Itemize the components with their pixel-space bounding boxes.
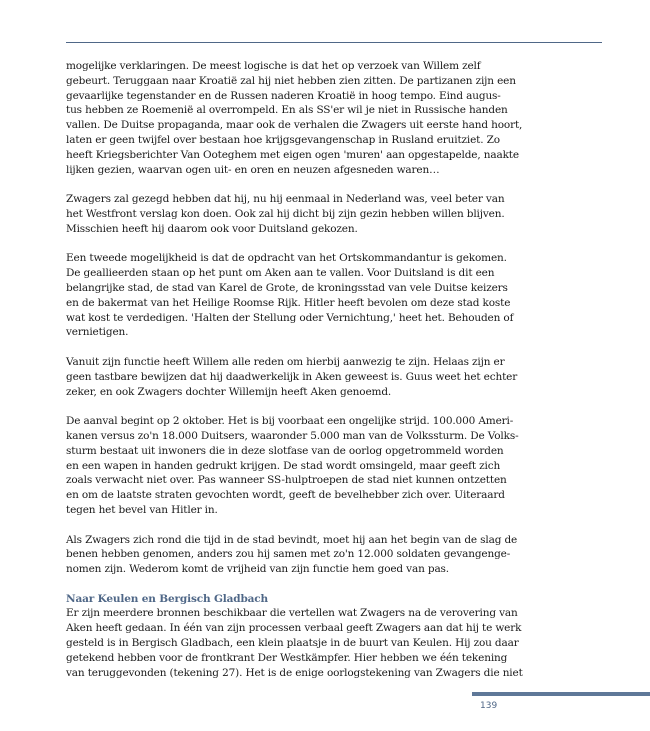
paragraph-1 <box>66 59 523 177</box>
paragraph-4 <box>66 355 518 399</box>
text-line: vernietigen. <box>66 326 129 339</box>
section-heading: Naar Keulen en Bergisch Gladbach <box>66 592 269 605</box>
text-line: gevaarlijke tegenstander en de Russen naderen Kroatië in hoog tempo. Eind augus- <box>66 89 501 102</box>
text-line: Een tweede mogelijkheid is dat de opdracht van het Ortskommandantur is gekomen. <box>66 252 507 265</box>
text-line: en een wapen in handen gedrukt krijgen. De stad wordt omsingeld, maar geeft zich <box>66 459 501 472</box>
text-line: laten er geen twijfel over bestaan hoe krijgsgevangenschap in Rusland eruitziet. Zo <box>66 133 500 146</box>
text-line: tegen het bevel van Hitler in. <box>66 503 218 516</box>
page-number: 139 <box>480 701 498 711</box>
text-line: lijken gezien, waarvan ogen uit- en oren en neuzen afgesneden waren… <box>66 163 440 176</box>
text-line: gebeurt. Teruggaan naar Kroatië zal hij niet hebben zien zitten. De partizanen zijn een <box>66 74 516 87</box>
text-line: Aken heeft gedaan. In één van zijn processen verbaal geeft Zwagers aan dat hij te werk <box>66 622 522 635</box>
text-line: mogelijke verklaringen. De meest logische is dat het op verzoek van Willem zelf <box>66 60 481 72</box>
text-line: gesteld is in Bergisch Gladbach, een klein plaatsje in de buurt van Keulen. Hij zou daar <box>66 637 519 650</box>
text-line: tus hebben ze Roemenië al overrompeld. En als SS'er wil je niet in Russische handen <box>66 104 508 117</box>
text-line: Misschien heeft hij daarom ook voor Duitsland gekozen. <box>66 222 358 235</box>
text-line: Er zijn meerdere bronnen beschikbaar die vertellen wat Zwagers na de verovering van <box>66 607 518 620</box>
text-line: getekend hebben voor de frontkrant Der Westkämpfer. Hier hebben we één tekening <box>66 651 508 664</box>
text-line: zeker, en ook Zwagers dochter Willemijn heeft Aken genoemd. <box>66 385 392 398</box>
text-line: Als Zwagers zich rond die tijd in de stad bevindt, moet hij aan het begin van de slag de <box>66 533 518 546</box>
text-line: zoals verwacht niet over. Pas wanneer SS-hulptroepen de stad niet kunnen ontzetten <box>66 474 507 487</box>
text-line: nomen zijn. Wederom komt de vrijheid van zijn functie hem goed van pas. <box>66 563 449 576</box>
paragraph-6 <box>66 533 518 577</box>
footer-bar <box>472 692 650 696</box>
text-line: wat kost te verdedigen. 'Halten der Stellung oder Vernichtung,' heet het. Behouden of <box>66 311 514 324</box>
header-rule <box>66 42 602 43</box>
text-line: en de bakermat van het Heilige Roomse Rijk. Hitler heeft bevolen om deze stad koste <box>66 296 511 309</box>
text-line: en om de laatste straten gevochten wordt, geeft de bevelhebber zich over. Uiteraard <box>66 489 505 502</box>
text-line: geen tastbare bewijzen dat hij daadwerkelijk in Aken geweest is. Guus weet het echter <box>66 370 518 383</box>
text-line: vallen. De Duitse propaganda, maar ook de verhalen die Zwagers uit eerste hand hoort, <box>66 119 523 132</box>
text-line: Vanuit zijn functie heeft Willem alle reden om hierbij aanwezig te zijn. Helaas zijn er <box>66 355 505 368</box>
text-line: belangrijke stad, de stad van Karel de Grote, de kroningsstad van vele Duitse keizers <box>66 281 508 294</box>
text-line: kanen versus zo'n 18.000 Duitsers, waaronder 5.000 man van de Volkssturm. De Volks- <box>66 429 519 442</box>
text-line: sturm bestaat uit inwoners die in deze slotfase van de oorlog opgetrommeld worden <box>66 444 504 457</box>
text-line: het Westfront verslag kon doen. Ook zal hij dicht bij zijn gezin hebben willen blijven. <box>66 207 505 220</box>
text-line: heeft Kriegsberichter Van Ooteghem met eigen ogen 'muren' aan opgestapelde, naakte <box>66 148 519 161</box>
text-line: van teruggevonden (tekening 27). Het is de enige oorlogstekening van Zwagers die niet <box>66 666 523 679</box>
text-line: benen hebben genomen, anders zou hij samen met zo'n 12.000 soldaten gevangenge- <box>66 548 511 561</box>
paragraph-3 <box>66 251 514 340</box>
text-line: De geallieerden staan op het punt om Aken aan te vallen. Voor Duitsland is dit een <box>66 267 495 280</box>
text-line: Zwagers zal gezegd hebben dat hij, nu hij eenmaal in Nederland was, veel beter van <box>66 193 505 206</box>
text-line: De aanval begint op 2 oktober. Het is bij voorbaat een ongelijke strijd. 100.000 Ameri- <box>66 415 514 428</box>
paragraph-2 <box>66 192 505 236</box>
section-keulen <box>66 592 523 681</box>
body-text <box>66 59 523 680</box>
paragraph-5 <box>66 414 519 518</box>
